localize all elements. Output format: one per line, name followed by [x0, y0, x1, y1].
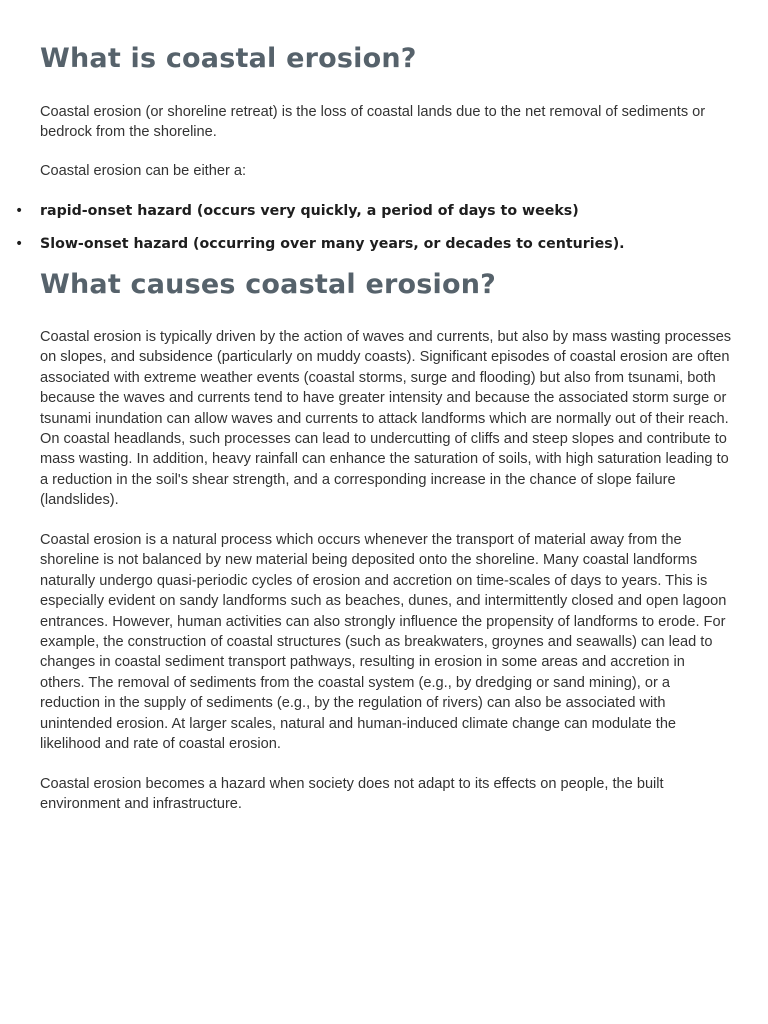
section-heading-what-causes: What causes coastal erosion? — [40, 269, 496, 300]
section-heading-what-is: What is coastal erosion? — [40, 43, 417, 74]
list-item-text: Slow-onset hazard (occurring over many years, or decades to centuries). — [40, 236, 625, 252]
intro-paragraph: Coastal erosion (or shoreline retreat) is the loss of coastal lands due to the net removal of sediments or bedrock from the shoreline. — [40, 104, 706, 141]
bullet-icon: • — [15, 236, 24, 252]
list-item-text: rapid-onset hazard (occurs very quickly, a period of days to weeks) — [40, 203, 579, 219]
causes-paragraph-3: Coastal erosion becomes a hazard when society does not adapt to its effects on people, the built environment and infrastructure. — [40, 776, 664, 813]
list-item — [0, 200, 730, 222]
causes-paragraph-2: Coastal erosion is a natural process which occurs whenever the transport of material away from the shoreline is not balanced by new material being deposited onto the shoreline. Many coastal landforms naturally undergo quasi-periodic cycles of erosion and accretion on time-scales of days to years. This is especially evident on sandy landforms such as beaches, dunes, and intermittently closed and open lagoon entrances. However, human activities can also strongly influence the propensity of landforms to erode. For example, the construction of coastal structures (such as breakwaters, groynes and seawalls) can lead to changes in coastal sediment transport pathways, resulting in erosion in some areas and accretion in others. The removal of sediments from the coastal system (e.g., by dredging or sand mining), or a reduction in the supply of sediments (e.g., by the regulation of rivers) can also be associated with unintended erosion. At larger scales, natural and human-induced climate change can modulate the likelihood and rate of coastal erosion. — [40, 532, 727, 753]
bullet-icon: • — [15, 203, 24, 219]
either-paragraph: Coastal erosion can be either a: — [40, 163, 247, 179]
list-item — [0, 233, 730, 255]
causes-paragraph-1: Coastal erosion is typically driven by the action of waves and currents, but also by mass wasting processes on slopes, and subsidence (particularly on muddy coasts). Significant episodes of coastal erosion are often associated with extreme weather events (coastal storms, surge and flooding) but also from tsunami, both because the waves and currents tend to have greater intensity and because the associated storm surge or tsunami inundation can allow waves and currents to attack landforms which are normally out of their reach. On coastal headlands, such processes can lead to undercutting of cliffs and steep slopes and contribute to mass wasting. In addition, heavy rainfall can enhance the saturation of soils, with high saturation leading to a reduction in the soil's shear strength, and a corresponding increase in the chance of slope failure (landslides). — [40, 329, 732, 509]
hazard-type-list — [0, 200, 730, 266]
